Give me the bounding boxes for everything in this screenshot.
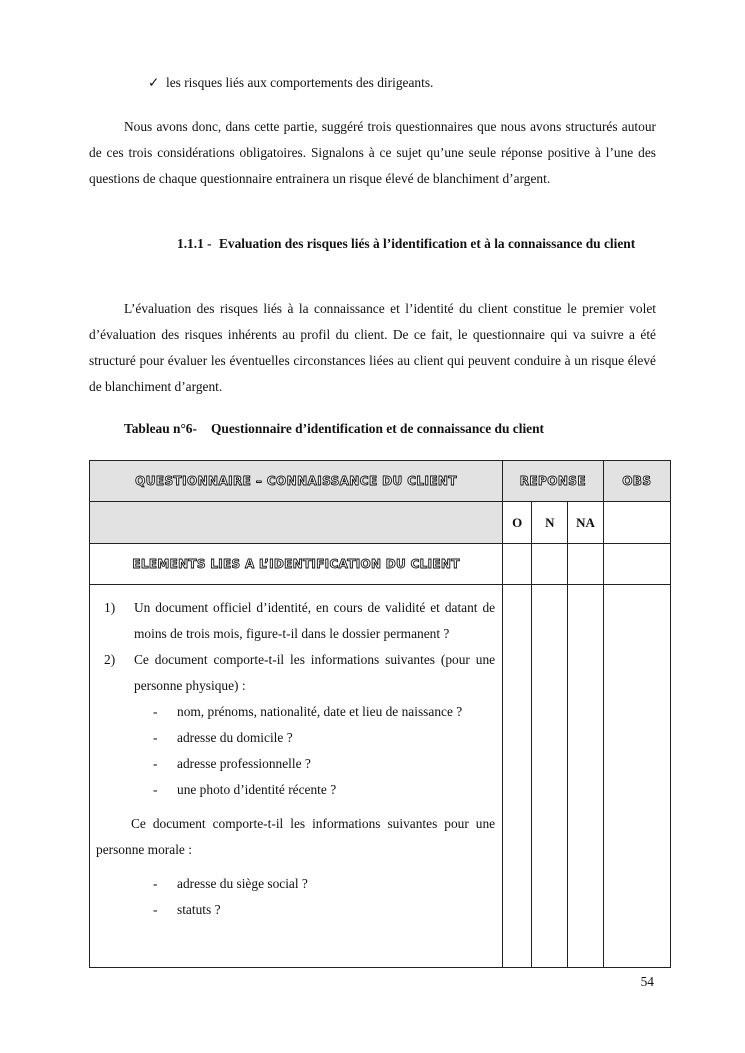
table-questions-row bbox=[90, 585, 671, 968]
table-header-row bbox=[90, 461, 671, 502]
header-questionnaire: QUESTIONNAIRE – CONNAISSANCE DU CLIENT bbox=[90, 461, 503, 502]
table-subheader-row bbox=[90, 502, 671, 544]
subheader-o: O bbox=[503, 502, 532, 544]
paragraph-2-text: L’évaluation des risques liés à la connaissance et l’identité du client constitue le premier volet d’évaluation des risques inhérents au profil du client. De ce fait, le questionnaire qui va suivre a été structuré pour évaluer les éventuelles circonstances liées au client qui peuvent conduire à un risque élevé de blanchiment d’argent. bbox=[89, 301, 656, 394]
subheader-n: N bbox=[532, 502, 568, 544]
table-caption bbox=[124, 419, 544, 439]
answer-cell-n bbox=[532, 585, 568, 968]
moral-person-question: Ce document comporte-t-il les informations suivantes pour une personne morale : bbox=[96, 816, 496, 857]
table-caption-title: Questionnaire d’identification et de connaissance du client bbox=[210, 421, 545, 436]
answer-cell-obs bbox=[603, 544, 670, 585]
page-number: 54 bbox=[640, 974, 654, 989]
list-item: - adresse professionnelle ? bbox=[153, 756, 311, 771]
answer-cell-obs bbox=[603, 585, 670, 968]
answer-cell-o bbox=[503, 544, 532, 585]
section-heading bbox=[177, 231, 657, 257]
list-item: - une photo d’identité récente ? bbox=[153, 782, 337, 797]
question-1 bbox=[96, 595, 495, 647]
question-1-number: 1) bbox=[104, 600, 116, 615]
paragraph-1-text: Nous avons donc, dans cette partie, suggéré trois questionnaires que nous avons structurés autour de ces trois considérations obligatoires. Signalons à ce sujet qu’une seule réponse positive à l’une des questions de chaque questionnaire entrainera un risque élevé de blanchiment d’argent. bbox=[89, 119, 656, 186]
answer-cell-na bbox=[568, 585, 603, 968]
answer-cell-n bbox=[532, 544, 568, 585]
table-caption-label: Tableau n°6- bbox=[124, 421, 197, 436]
question-1-text: Un document officiel d’identité, en cours de validité et datant de moins de trois mois, figure-t-il dans le dossier permanent ? bbox=[134, 600, 496, 641]
list-item: - adresse du domicile ? bbox=[153, 730, 293, 745]
subheader-empty bbox=[90, 502, 503, 544]
subheader-na: NA bbox=[568, 502, 603, 544]
questionnaire-table bbox=[89, 460, 671, 968]
bullet-intro bbox=[148, 72, 433, 94]
table-section-row bbox=[90, 544, 671, 585]
section-heading-number: 1.1.1 - bbox=[177, 236, 212, 251]
subheader-obs-empty bbox=[603, 502, 670, 544]
question-2 bbox=[96, 647, 495, 699]
bullet-intro-text: les risques liés aux comportements des dirigeants. bbox=[166, 75, 434, 90]
list-item: - adresse du siège social ? bbox=[153, 876, 308, 891]
question-2-text: Ce document comporte-t-il les informations suivantes (pour une personne physique) : bbox=[134, 652, 496, 693]
checkmark-icon: ✓ bbox=[148, 75, 160, 90]
section-elements-identification: ELEMENTS LIES A L’IDENTIFICATION DU CLIENT bbox=[90, 544, 503, 585]
header-obs: OBS bbox=[603, 461, 670, 502]
questions-cell bbox=[90, 585, 503, 968]
section-heading-title: Evaluation des risques liés à l’identification et à la connaissance du client bbox=[218, 236, 636, 251]
paragraph-2 bbox=[89, 296, 656, 400]
answer-cell-na bbox=[568, 544, 603, 585]
answer-cell-o bbox=[503, 585, 532, 968]
paragraph-1 bbox=[89, 114, 656, 192]
header-reponse: REPONSE bbox=[503, 461, 603, 502]
list-item: - statuts ? bbox=[153, 902, 221, 917]
question-2-number: 2) bbox=[104, 652, 116, 667]
list-item: - nom, prénoms, nationalité, date et lieu de naissance ? bbox=[153, 704, 463, 719]
